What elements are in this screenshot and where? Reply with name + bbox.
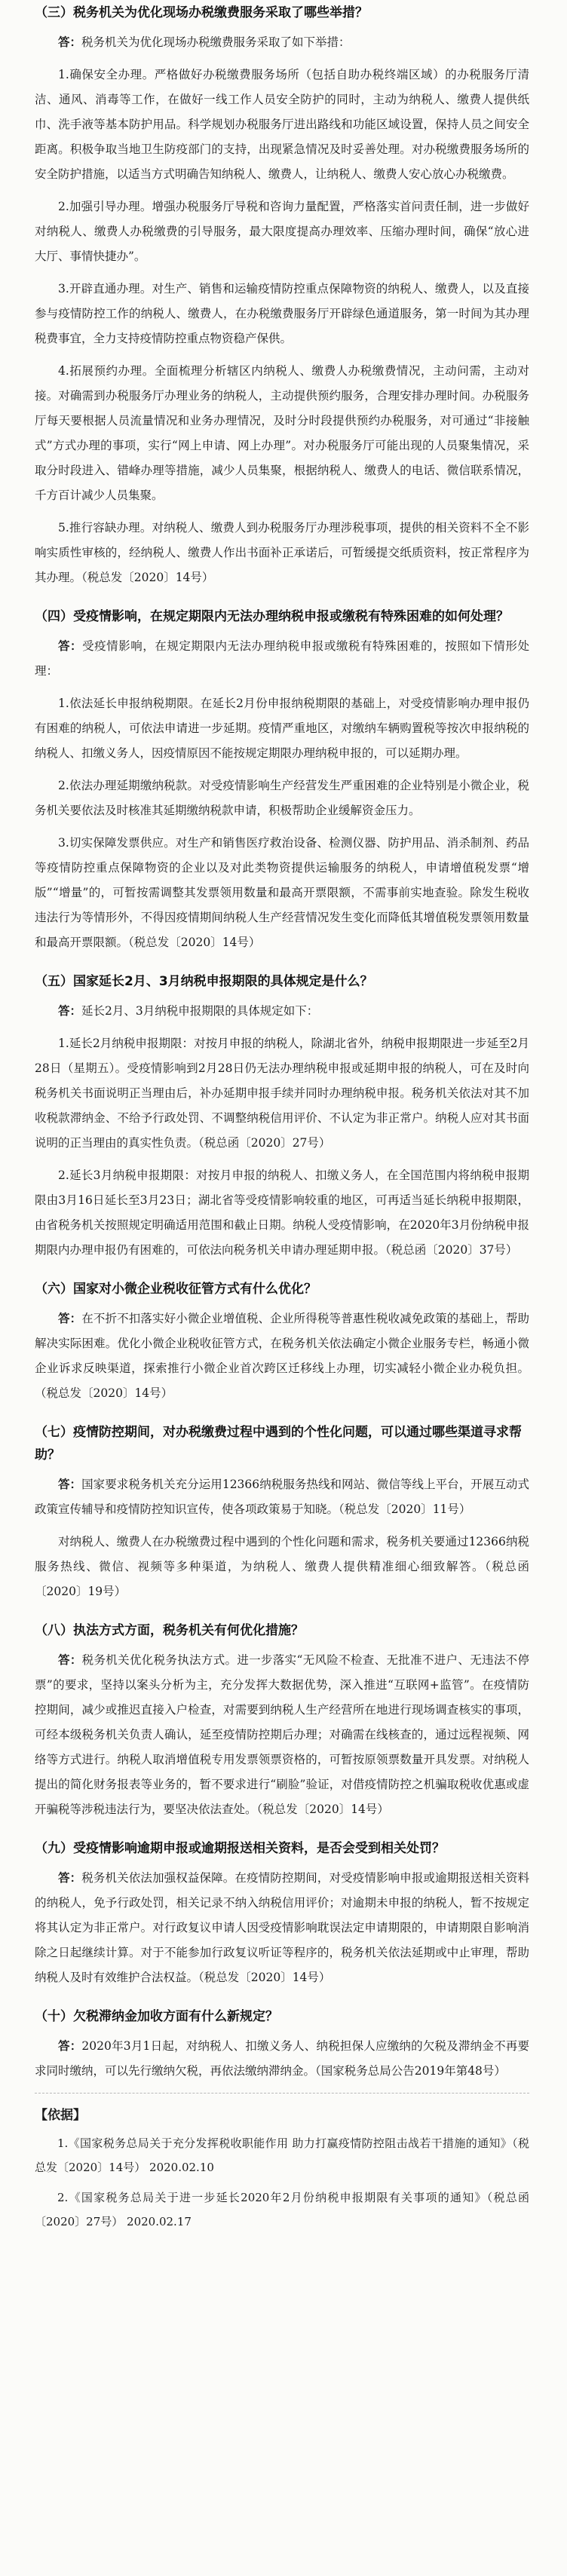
paragraph-text: 4.拓展预约办理。全面梳理分析辖区内纳税人、缴费人办税缴费情况，主动问需，主动对接。对确需到办税服务厅办理业务的纳税人，主动提供预约服务，合理安排办理时间。办税服务厅每天要根据人员流量情况和业务办理情况，及时分时段提供预约办税服务，对可通过“非接触式”方式办理的事项，实行“网上申请、网上办理”。对办税服务厅可能出现的人员聚集情况，采取分时段进入、错峰办理等措施，减少人员集聚，根据纳税人、缴费人的电话、微信联系情况，千方百计减少人员集聚。 (35, 364, 529, 502)
paragraph-text: 国家要求税务机关充分运用12366纳税服务热线和网站、微信等线上平台，开展互动式政策宣传辅导和疫情防控知识宣传，使各项政策易于知晓。（税总发〔2020〕11号） (35, 1478, 529, 1516)
paragraph-text: 税务机关依法加强权益保障。在疫情防控期间，对受疫情影响申报或逾期报送相关资料的纳税人，免予行政处罚，相关记录不纳入纳税信用评价；对逾期未申报的纳税人，暂不按规定将其认定为非正常户。对行政复议申请人因受疫情影响耽误法定申请期限的，申请期限自影响消除之日起继续计算。对于不能参加行政复议听证等程序的，税务机关依法延期或中止审理，帮助纳税人及时有效维护合法权益。（税总发〔2020〕14号） (35, 1871, 529, 1984)
section-title: （六）国家对小微企业税收征管方式有什么优化？ (35, 1282, 317, 1297)
paragraph-text: 2.延长3月纳税申报期限：对按月申报的纳税人、扣缴义务人，在全国范围内将纳税申报期限由3月16日延长至3月23日；湖北省等受疫情影响较重的地区，可再适当延长纳税申报期限，由省税务机关按照规定明确适用范围和截止日期。纳税人受疫情影响，在2020年3月份纳税申报期限内办理申报仍有困难的，可依法向税务机关申请办理延期申报。（税总函〔2020〕37号） (35, 1169, 529, 1257)
answer-paragraph (35, 1163, 529, 1263)
paragraph-text: 3.开辟直通办理。对生产、销售和运输疫情防控重点保障物资的纳税人、缴费人，以及直接参与疫情防控工作的纳税人、缴费人，在办税缴费服务厅开辟绿色通道服务，第一时间为其办理税费事宜，全力支持疫情防控重点物资稳产保供。 (35, 282, 529, 345)
answer-label: 答： (58, 1653, 82, 1667)
answer-paragraph (35, 63, 529, 187)
answer-label: 答： (58, 1004, 82, 1018)
paragraph-text: 1.确保安全办理。严格做好办税缴费服务场所（包括自助办税终端区域）的办税服务厅清洁、通风、消毒等工作，在做好一线工作人员安全防护的同时，主动为纳税人、缴费人提供纸巾、洗手液等基本防护用品。科学规划办税服务厅进出路线和功能区域设置，保持人员之间安全距离。积极争取当地卫生防疫部门的支持，出现紧急情况及时妥善处理。对办税缴费服务场所的安全防护措施，以适当方式明确告知纳税人、缴费人，让纳税人、缴费人安心放心办税缴费。 (35, 68, 529, 181)
reference-item: 1.《国家税务总局关于充分发挥税收职能作用 助力打赢疫情防控阻击战若干措施的通知》（税总发〔2020〕14号） 2020.02.10 (35, 2136, 529, 2174)
paragraph-text: 2.依法办理延期缴纳税款。对受疫情影响生产经营发生严重困难的企业特别是小微企业，税务机关要依法及时核准其延期缴纳税款申请，积极帮助企业缓解资金压力。 (35, 779, 529, 817)
answer-paragraph (35, 359, 529, 508)
paragraph-text: 1.依法延长申报纳税期限。在延长2月份申报纳税期限的基础上，对受疫情影响办理申报仍有困难的纳税人，可依法申请进一步延期。疫情严重地区，对缴纳车辆购置税等按次申报纳税的纳税人、扣缴义务人，因疫情原因不能按规定期限办理纳税申报的，可以延期办理。 (35, 697, 529, 760)
paragraph-text: 在不折不扣落实好小微企业增值税、企业所得税等普惠性税收减免政策的基础上，帮助解决实际困难。优化小微企业税收征管方式，在税务机关依法确定小微企业服务专栏，畅通小微企业诉求反映渠道，探索推行小微企业首次跨区迁移线上办理，切实减轻小微企业办税负担。（税总发〔2020〕14号） (35, 1312, 529, 1400)
paragraph-text: 税务机关优化税务执法方式。进一步落实“无风险不检查、无批准不进户、无违法不停票”的要求，坚持以案头分析为主，充分发挥大数据优势，深入推进“互联网+监管”。在疫情防控期间，减少或推迟直接入户检查，对需要到纳税人生产经营所在地进行现场调查核实的事项，可经本级税务机关负责人确认，延至疫情防控期后办理；对确需在线核查的，通过远程视频、网络等方式进行。纳税人取消增值税专用发票领票资格的，可暂按原领票数量开具发票。对纳税人提出的简化财务报表等业务的，暂不要求进行“刷脸”验证，对借疫情防控之机骗取税收优惠或虚开骗税等涉税违法行为，要坚决依法查处。（税总发〔2020〕14号） (35, 1653, 529, 1816)
paragraph-text: 2.加强引导办理。增强办税服务厅导税和咨询力量配置，严格落实首问责任制，进一步做好对纳税人、缴费人办税缴费的引导服务，最大限度提高办理效率、压缩办理时间，确保“放心进大厅、事情快捷办”。 (35, 200, 529, 263)
section-title: （十）欠税滞纳金加收方面有什么新规定？ (35, 2009, 278, 2024)
paragraph-text: 对纳税人、缴费人在办税缴费过程中遇到的个性化问题和需求，税务机关要通过12366纳税服务热线、微信、视频等多种渠道，为纳税人、缴费人提供精准细心细致解答。（税总函〔2020〕19号） (35, 1535, 529, 1598)
answer-paragraph (35, 1306, 529, 1406)
section-title: （五）国家延长2月、3月纳税申报期限的具体规定是什么？ (35, 974, 373, 989)
paragraph-text: 1.延长2月纳税申报期限：对按月申报的纳税人，除湖北省外，纳税申报期限进一步延至2月28日（星期五）。受疫情影响到2月28日仍无法办理纳税申报或延期申报的纳税人，可在及时向税务机关书面说明正当理由后，补办延期申报手续并同时办理纳税申报。税务机关依法对其不加收税款滞纳金、不给予行政处罚、不调整纳税信用评价、不认定为非正常户。纳税人应对其书面说明的正当理由的真实性负责。（税总函〔2020〕27号） (35, 1037, 529, 1150)
paragraph-text: 税务机关为优化现场办税缴费服务采取了如下举措： (81, 35, 351, 49)
answer-paragraph (35, 1866, 529, 1990)
paragraph-text: 5.推行容缺办理。对纳税人、缴费人到办税服务厅办理涉税事项，提供的相关资料不全不影响实质性审核的，经纳税人、缴费人作出书面补正承诺后，可暂缓提交纸质资料，按正常程序为其办理。（税总发〔2020〕14号） (35, 521, 529, 584)
answer-paragraph (35, 516, 529, 590)
section-title: （三）税务机关为优化现场办税缴费服务采取了哪些举措？ (35, 5, 368, 20)
answer-label: 答： (58, 1312, 82, 1325)
answer-paragraph (35, 1031, 529, 1156)
answer-paragraph (35, 831, 529, 955)
divider (35, 2093, 529, 2094)
paragraph-text: 2020年3月1日起，对纳税人、扣缴义务人、纳税担保人应缴纳的欠税及滞纳金不再要求同时缴纳，可以先行缴纳欠税，再依法缴纳滞纳金。（国家税务总局公告2019年第48号） (35, 2039, 529, 2078)
section-title: （四）受疫情影响，在规定期限内无法办理纳税申报或缴税有特殊困难的如何处理？ (35, 609, 509, 624)
answer-label: 答： (58, 2039, 82, 2053)
paragraph-text: 延长2月、3月纳税申报期限的具体规定如下： (81, 1004, 319, 1018)
paragraph-text: 3.切实保障发票供应。对生产和销售医疗救治设备、检测仪器、防护用品、消杀制剂、药品等疫情防控重点保障物资的企业以及对此类物资提供运输服务的纳税人，申请增值税发票“增版”“增量”的，可暂按需调整其发票领用数量和最高开票限额，不需事前实地查验。除发生税收违法行为等情形外，不得因疫情期间纳税人生产经营情况发生变化而降低其增值税发票领用数量和最高开票限额。（税总发〔2020〕14号） (35, 836, 529, 949)
answer-paragraph (35, 1472, 529, 1522)
answer-paragraph (35, 30, 529, 55)
reference-item: 2.《国家税务总局关于进一步延长2020年2月份纳税申报期限有关事项的通知》（税总函〔2020〕27号） 2020.02.17 (35, 2191, 529, 2228)
answer-paragraph (35, 773, 529, 823)
answer-paragraph (35, 195, 529, 269)
answer-paragraph (35, 999, 529, 1024)
answer-paragraph (35, 691, 529, 766)
answer-paragraph (35, 634, 529, 684)
answer-label: 答： (58, 1871, 82, 1885)
answer-paragraph (35, 1530, 529, 1604)
answer-label: 答： (58, 1478, 82, 1491)
answer-paragraph (35, 1648, 529, 1822)
section-title: （九）受疫情影响逾期申报或逾期报送相关资料，是否会受到相关处罚？ (35, 1841, 445, 1856)
answer-paragraph (35, 277, 529, 351)
answer-label: 答： (58, 35, 82, 49)
paragraph-text: 受疫情影响，在规定期限内无法办理纳税申报或缴税有特殊困难的，按照如下情形处理： (35, 639, 529, 678)
answer-paragraph (35, 2034, 529, 2084)
section-title: （八）执法方式方面，税务机关有何优化措施？ (35, 1623, 304, 1638)
section-title: （七）疫情防控期间，对办税缴费过程中遇到的个性化问题，可以通过哪些渠道寻求帮助？ (35, 1425, 522, 1463)
answer-label: 答： (58, 639, 83, 653)
basis-title: 【依据】 (35, 2108, 86, 2123)
